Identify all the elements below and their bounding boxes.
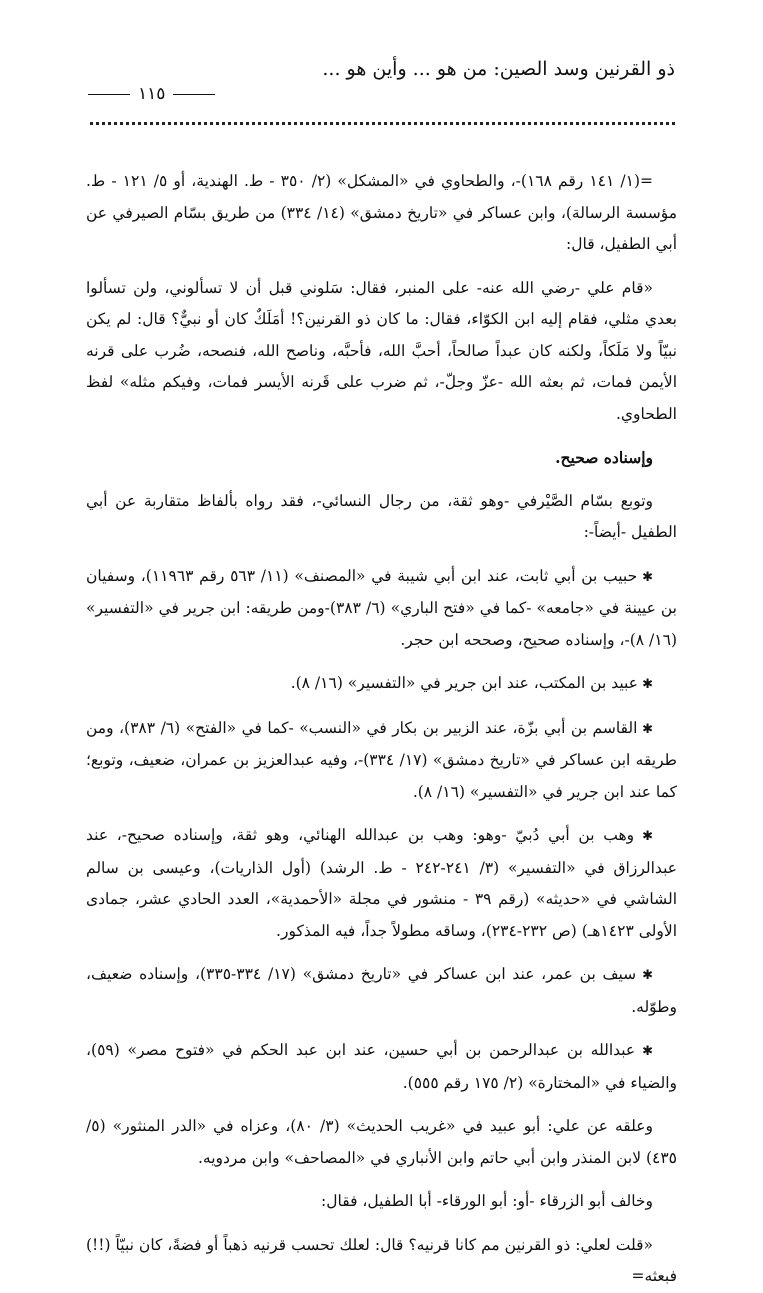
list-item bbox=[86, 959, 677, 1023]
page-header bbox=[88, 58, 675, 104]
rule-dash-right bbox=[173, 94, 215, 95]
paragraph bbox=[86, 486, 677, 549]
asterisk-icon: ✱ bbox=[637, 677, 653, 692]
paragraph bbox=[86, 273, 677, 431]
paragraph-text: «قام علي -رضي الله عنه- على المنبر، فقال: سَلوني قبل أن لا تسألوني، ولن تسألوا بعدي مثلي، فقام إليه ابن الكوّاء، فقال: ما كان ذو القرنين؟! أمَلَكٌ كان أو نبيٌّ؟ قال: لم يكن نبيّاً ولا مَلَكاً، ولكنه كان عبداً صالحاً، أحبَّ الله، فأحبَّه، وناصح الله، فنصحه، ضُرب على قرنه الأيمن فمات، ثم بعثه الله -عزّ وجلّ-، ثم ضرب على قَرنه الأيسر فمات، وفيكم مثله» لفظ الطحاوي. bbox=[86, 278, 677, 423]
paragraph-text: وإسناده صحيح. bbox=[555, 448, 653, 467]
list-item bbox=[86, 668, 677, 701]
list-item bbox=[86, 820, 677, 947]
running-title: ذو القرنين وسد الصين: من هو ... وأين هو ... bbox=[322, 58, 675, 80]
paragraph-text: =(١/ ١٤١ رقم ١٦٨)-، والطحاوي في «المشكل» (٢/ ٣٥٠ - ط. الهندية، أو ٥/ ١٢١ - ط. مؤسسة الرسالة)، وابن عساكر في «تاريخ دمشق» (١٤/ ٣٣٤) من طريق بسّام الصيرفي عن أبي الطفيل، قال: bbox=[86, 172, 678, 253]
page-number-group bbox=[88, 84, 215, 104]
list-item-text: عبيد بن المكتب، عند ابن جرير في «التفسير» (١٦/ ٨). bbox=[290, 674, 638, 692]
asterisk-icon: ✱ bbox=[634, 829, 653, 844]
paragraph bbox=[86, 1186, 677, 1218]
list-item-text: سيف بن عمر، عند ابن عساكر في «تاريخ دمشق» (١٧/ ٣٣٤-٣٣٥)، وإسناده ضعيف، وطوّله. bbox=[86, 965, 677, 1016]
asterisk-icon: ✱ bbox=[637, 721, 653, 737]
list-item-text: حبيب بن أبي ثابت، عند ابن أبي شيبة في «المصنف» (١١/ ٥٦٣ رقم ١١٩٦٣)، وسفيان بن عيينة في «جامعه» -كما في «فتح الباري» (٦/ ٣٨٣)-ومن طريقه: ابن جرير في «التفسير» (١٦/ ٨)-، وإسناده صحيح، وصححه ابن حجر. bbox=[86, 566, 677, 649]
paragraph bbox=[86, 166, 677, 261]
paragraph-text: وتوبع بسّام الصَّيْرفي -وهو ثقة، من رجال النسائي-، فقد رواه بألفاظ متقاربة عن أبي الطفيل -أيضاً-: bbox=[86, 491, 677, 541]
asterisk-icon: ✱ bbox=[636, 968, 653, 983]
paragraph bbox=[86, 1230, 677, 1293]
rule-dash-left bbox=[88, 94, 130, 95]
paragraph-text: وعلقه عن علي: أبو عبيد في «غريب الحديث» (٣/ ٨٠)، وعزاه في «الدر المنثور» (٥/ ٤٣٥) لابن المنذر وابن أبي حاتم وابن الأنباري في «المصاحف» وابن مردويه. bbox=[86, 1117, 677, 1167]
page-number: ١١٥ bbox=[138, 84, 166, 104]
paragraph bbox=[86, 1111, 677, 1174]
asterisk-icon: ✱ bbox=[637, 569, 653, 585]
list-item-text: القاسم بن أبي بزّة، عند الزبير بن بكار في «النسب» -كما في «الفتح» (٦/ ٣٨٣)، ومن طريقه ابن عساكر في «تاريخ دمشق» (١٧/ ٣٣٤)-، وفيه عبدالعزيز بن عمران، ضعيف، وتوبع؛ كما عند ابن جرير في «التفسير» (١٦/ ٨). bbox=[86, 718, 677, 801]
paragraph bbox=[86, 442, 677, 474]
list-item-text: عبدالله بن عبدالرحمن بن أبي حسين، عند ابن عبد الحكم في «فتوح مصر» (٥٩)، والضياء في «المختارة» (٢/ ١٧٥ رقم ٥٥٥). bbox=[86, 1041, 677, 1092]
dotted-separator bbox=[90, 122, 675, 125]
list-item bbox=[86, 713, 677, 809]
body-text bbox=[86, 166, 677, 1293]
list-item bbox=[86, 561, 677, 657]
list-item-text: وهب بن أبي دُبيّ -وهو: وهب بن عبدالله الهنائي، وهو ثقة، وإسناده صحيح-، عند عبدالرزاق في «التفسير» (٣/ ٢٤١-٢٤٢ - ط. الرشد) (أول الذاريات)، وعيسى بن سالم الشاشي في «حديثه» (رقم ٣٩ - منشور في مجلة «الأحمدية»، العدد الحادي عشر، جمادى الأولى ١٤٢٣هـ) (ص ٢٣٢-٢٣٤)، وساقه مطولاً جداً، فيه المذكور. bbox=[86, 826, 677, 940]
paragraph-text: وخالف أبو الزرقاء -أو: أبو الورقاء- أبا الطفيل، فقال: bbox=[321, 1192, 653, 1210]
list-item bbox=[86, 1035, 677, 1099]
asterisk-icon: ✱ bbox=[635, 1044, 653, 1059]
paragraph-text: «قلت لعلي: ذو القرنين مم كانا قرنيه؟ قال: لعلك تحسب قرنيه ذهباً أو فضةً، كان نبيّاً (!!) فبعثه= bbox=[86, 1235, 677, 1285]
